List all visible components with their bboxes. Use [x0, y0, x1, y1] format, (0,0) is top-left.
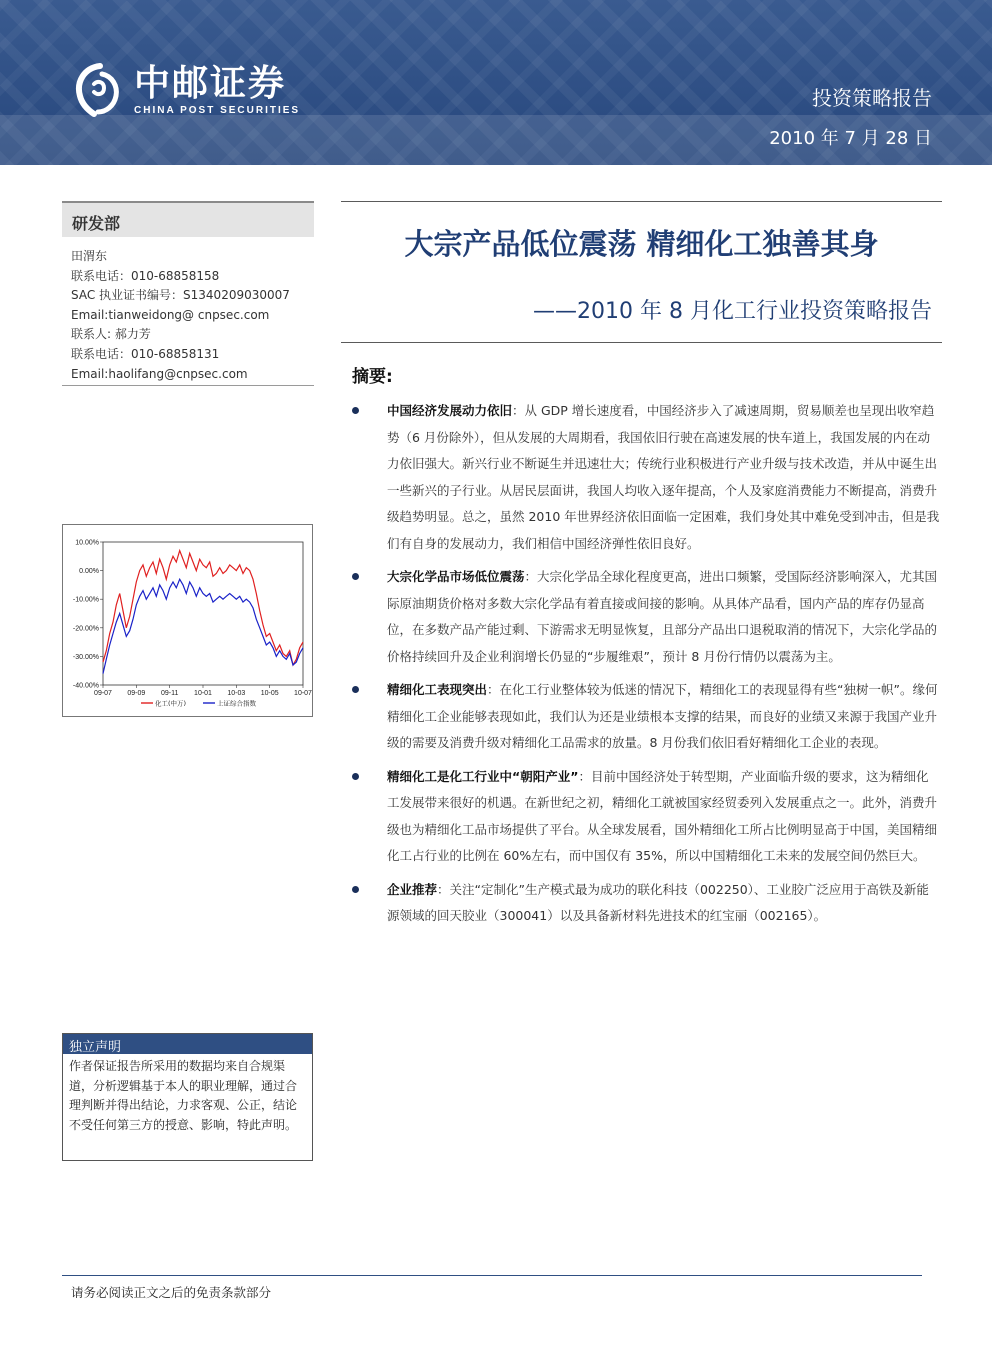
- title-rule-top: [341, 201, 942, 202]
- bullet-heading: 精细化工表现突出: [387, 682, 488, 697]
- bullet-icon: [352, 686, 359, 693]
- contact-line: 联系人: 郝力芳: [71, 327, 151, 342]
- bullet-icon: [352, 573, 359, 580]
- title-rule-bottom: [341, 342, 942, 343]
- bullet-icon: [352, 407, 359, 414]
- logo-mark-icon: [72, 62, 128, 118]
- contact-line: 联系电话：010-68858158: [71, 268, 220, 283]
- contacts-divider: [62, 385, 314, 386]
- y-tick-label: -10.00%: [72, 596, 99, 604]
- list-item: [350, 398, 940, 557]
- report-subtitle: ——2010 年 8 月化工行业投资策略报告: [533, 299, 932, 324]
- contact-list: [71, 247, 290, 384]
- y-tick-label: 10.00%: [75, 539, 99, 547]
- legend-label: 化工(中万): [155, 699, 187, 708]
- contact-line: Email:haolifang@cnpsec.com: [71, 366, 248, 381]
- bullet-text: ：关注“定制化”生产模式最为成功的联化科技（002250）、工业胶广泛应用于高铁及新能源领域的回天胶业（300041）以及具备新材料先进技术的红宝丽（002165）。: [387, 881, 929, 923]
- bullet-text: ：目前中国经济处于转型期，产业面临升级的要求，这为精细化工发展带来很好的机遇。在新世纪之初，精细化工就被国家经贸委列入发展重点之一。此外，消费升级也为精细化工品市场提供了平台。从全球发展看，国外精细化工所占比例明显高于中国，美国精细化工占行业的比例在 60%左右，而中国仅有 35%，所以中国精细化工未来的发展空间仍然巨大。: [387, 768, 938, 863]
- disclaimer-box: [62, 1033, 313, 1161]
- contact-line: Email:tianweidong@ cnpsec.com: [71, 307, 270, 322]
- bullet-icon: [352, 886, 359, 893]
- x-tick-label: 10-07: [294, 690, 312, 697]
- report-date: 2010 年 7 月 28 日: [769, 128, 932, 149]
- x-tick-label: 10-03: [227, 690, 246, 697]
- y-tick-label: 0.00%: [79, 568, 99, 576]
- bullet-heading: 中国经济发展动力依旧: [387, 403, 513, 418]
- company-logo: [72, 62, 300, 118]
- bullet-icon: [352, 773, 359, 780]
- report-type: 投资策略报告: [812, 86, 932, 110]
- abstract-label: 摘要:: [352, 367, 393, 387]
- contact-line: 田渭东: [71, 249, 108, 263]
- footer-rule: [62, 1275, 922, 1276]
- disclaimer-title: 独立声明: [63, 1034, 312, 1054]
- x-tick-label: 10-05: [260, 690, 279, 697]
- x-tick-label: 10-01: [194, 690, 212, 697]
- y-tick-label: -20.00%: [72, 625, 99, 633]
- x-tick-label: 09-09: [127, 690, 146, 697]
- logo-cn-text: 中邮证券: [134, 62, 287, 104]
- list-item: [350, 764, 940, 870]
- list-item: [350, 564, 940, 670]
- list-item: [350, 677, 940, 757]
- logo-en-text: CHINA POST SECURITIES: [134, 104, 301, 116]
- y-tick-label: -30.00%: [72, 653, 99, 661]
- x-tick-label: 09-07: [94, 690, 112, 697]
- list-item: [350, 877, 940, 930]
- y-tick-label: -40.00%: [72, 682, 99, 690]
- bullet-text: ：大宗化学品全球化程度更高，进出口频繁，受国际经济影响深入，尤其国际原油期货价格对多数大宗化学品有着直接或间接的影响。从具体产品看，国内产品的库存仍显高位，在多数产品产能过剩、下游需求无明显恢复，且部分产品出口退税取消的情况下，大宗化学品的价格持续回升及企业利润增长仍显的“步履维艰”，预计 8 月份行情仍以震荡为主。: [387, 569, 938, 664]
- bullet-text: ：在化工行业整体较为低迷的情况下，精细化工的表现显得有些“独树一帜”。缘何精细化工企业能够表现如此，我们认为还是业绩根本支撑的结果，而良好的业绩又来源于我国产业升级的需要及消费升级对精细化工品需求的放量。8 月份我们依旧看好精细化工企业的表现。: [387, 682, 938, 750]
- plot-area: [103, 542, 303, 685]
- header-band: [0, 0, 992, 165]
- bullet-heading: 精细化工是化工行业中“朝阳产业”: [387, 768, 579, 784]
- abstract-bullets: [350, 398, 940, 930]
- legend-label: 上证综合指数: [217, 699, 256, 708]
- disclaimer-text: 作者保证报告所采用的数据均来自合规渠道，分析逻辑基于本人的职业理解，通过合理判断并得出结论，力求客观、公正，结论不受任何第三方的授意、影响，特此声明。: [69, 1059, 298, 1132]
- bullet-heading: 大宗化学品市场低位震荡: [387, 569, 525, 584]
- chart-svg: [63, 525, 314, 718]
- performance-chart: [62, 524, 313, 717]
- department-title: 研发部: [72, 214, 121, 233]
- bullet-heading: 企业推荐: [387, 881, 438, 897]
- footer-note: 请务必阅读正文之后的免责条款部分: [71, 1285, 272, 1300]
- x-tick-label: 09-11: [160, 690, 179, 697]
- contact-line: SAC 执业证书编号：S1340209030007: [71, 288, 290, 303]
- bullet-text: ：从 GDP 增长速度看，中国经济步入了减速周期，贸易顺差也呈现出收窄趋势（6 月份除外），但从发展的大周期看，我国依旧行驶在高速发展的快车道上，我国发展的内在动力依旧强大。新兴行业不断诞生并迅速壮大；传统行业积极进行产业升级与技术改造，并从中诞生出一些新兴的子行业。从居民层面讲，我国人均收入逐年提高，个人及家庭消费能力不断提高，消费升级趋势明显。总之，虽然 2010 年世界经济依旧面临一定困难，我们身处其中难免受到冲击，但是我们有自身的发展动力，我们相信中国经济弹性依旧良好。: [387, 403, 940, 551]
- department-box: [62, 201, 314, 237]
- contact-line: 联系电话：010-68858131: [71, 346, 220, 361]
- report-title: 大宗产品低位震荡 精细化工独善其身: [404, 227, 879, 261]
